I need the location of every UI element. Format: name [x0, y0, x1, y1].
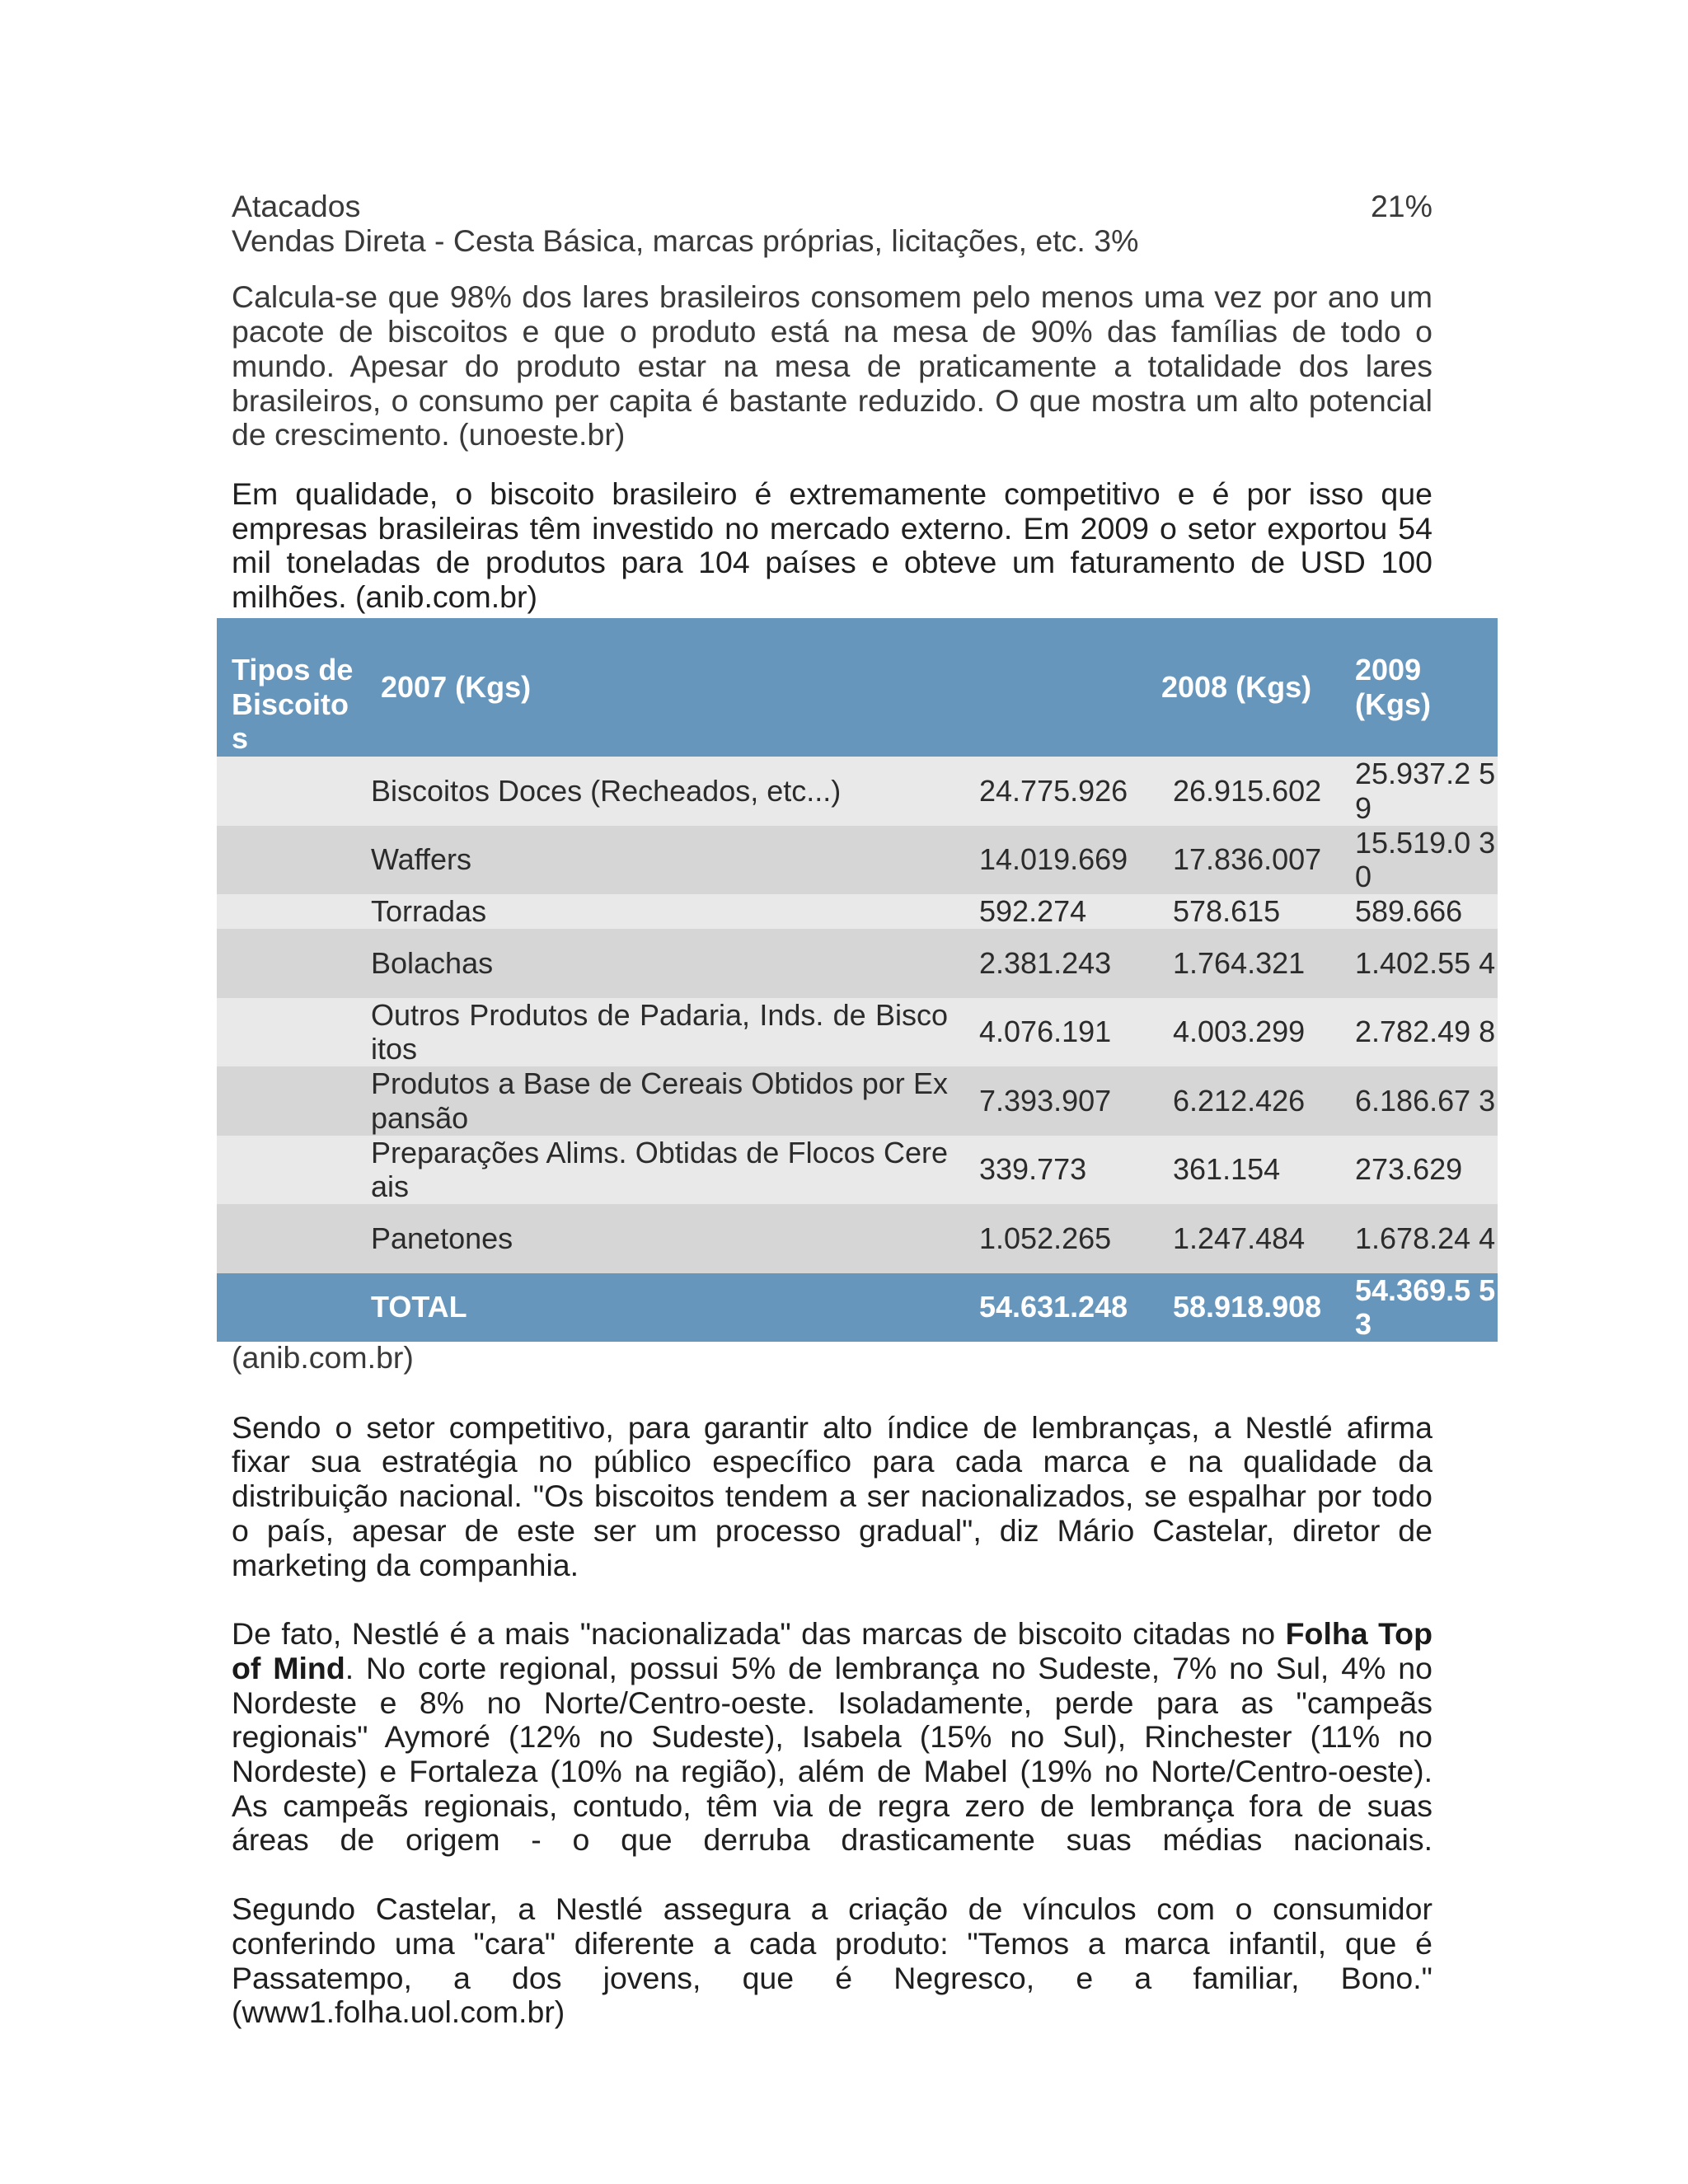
row-2007: 2.381.243	[979, 945, 1112, 980]
atacados-value: 21%	[1370, 189, 1432, 223]
para4-after: . No corte regional, possui 5% de lembrança no Sudeste, 7% no Sul, 4% no Nordeste e 8% no Norte/Centro-oeste. Isoladamente, perde para as "campeãs regionais" Aymoré (12% no Sudeste), Isabela (15% no Sul), Rinchester (11% no Nordeste) e Fortaleza (10% na região), além de Mabel (19% no Norte/Centro-oeste). As campeãs regionais, contudo, têm via de regra zero de lembrança fora de suas áreas de origem - o que derruba drasticamente suas médias nacionais.	[232, 1650, 1432, 1858]
header-2009: 2009 (Kgs)	[1355, 653, 1432, 721]
folha-top-of-mind: Folha Top of Mind	[232, 1616, 1432, 1685]
row-2009: 15.519.0 30	[1355, 825, 1496, 894]
row-name: Bolachas	[371, 945, 494, 980]
row-2008: 6.212.426	[1173, 1083, 1306, 1118]
row-name: Panetones	[371, 1221, 513, 1255]
row-2008: 1.764.321	[1173, 945, 1306, 980]
row-2008: 578.615	[1173, 894, 1281, 929]
row-2007: 4.076.191	[979, 1015, 1112, 1049]
table-total-row	[217, 1273, 1498, 1342]
table-row	[217, 826, 1498, 895]
vendas-line: Vendas Direta - Cesta Básica, marcas próprias, licitações, etc. 3%	[232, 223, 1139, 258]
table-header-row	[217, 618, 1498, 757]
row-2007: 1.052.265	[979, 1221, 1112, 1255]
document-body-lower	[232, 1341, 1432, 2030]
row-2009: 1.402.55 4	[1355, 945, 1496, 980]
paragraph-nestle-strategy: Sendo o setor competitivo, para garantir alto índice de lembranças, a Nestlé afirma fixar sua estratégia no público específico para cada marca e na qualidade da distribuição nacional. "Os biscoitos tendem a ser nacionalizados, se espalhar por todo o país, apesar de este ser um processo gradual", diz Mário Castelar, diretor de marketing da companhia.	[232, 1409, 1432, 1582]
row-2007: 7.393.907	[979, 1083, 1112, 1118]
table-row	[217, 1204, 1498, 1273]
biscuit-table-container	[217, 618, 1498, 1342]
row-2008: 26.915.602	[1173, 773, 1322, 808]
atacados-label: Atacados	[232, 189, 361, 223]
table-row	[217, 998, 1498, 1067]
table-row	[217, 1136, 1498, 1205]
paragraph-consumption: Calcula-se que 98% dos lares brasileiros consomem pelo menos uma vez por ano um pacote de biscoitos e que o produto está na mesa de 90% das famílias de todo o mundo. Apesar do produto estar na mesa de praticamente a totalidade dos lares brasileiros, o consumo per capita é bastante reduzido. O que mostra um alto potencial de crescimento. (unoeste.br)	[232, 279, 1432, 452]
paragraph-castelar: Segundo Castelar, a Nestlé assegura a criação de vínculos com o consumidor conferindo uma "cara" diferente a cada produto: "Temos a marca infantil, que é Passatempo, a dos jovens, que é Negresco, e a familiar, Bono." (www1.folha.uol.com.br)	[232, 1891, 1432, 2030]
row-2009: 273.629	[1355, 1152, 1463, 1187]
total-2007: 54.631.248	[979, 1290, 1128, 1324]
table-row	[217, 894, 1498, 929]
row-2007: 592.274	[979, 894, 1087, 929]
row-name: Outros Produtos de Padaria, Inds. de Biscoitos	[371, 997, 948, 1066]
row-name: Torradas	[371, 894, 487, 929]
row-2007: 24.775.926	[979, 773, 1128, 808]
header-2008: 2008 (Kgs)	[1161, 670, 1312, 705]
row-2007: 14.019.669	[979, 842, 1128, 877]
row-name: Waffers	[371, 842, 472, 877]
total-2009: 54.369.5 53	[1355, 1272, 1496, 1342]
row-2009: 1.678.24 4	[1355, 1221, 1496, 1255]
row-2008: 4.003.299	[1173, 1015, 1306, 1049]
total-2008: 58.918.908	[1173, 1290, 1322, 1324]
row-2008: 17.836.007	[1173, 842, 1322, 877]
paragraph-nestle-regional	[232, 1617, 1432, 1858]
row-2009: 25.937.2 59	[1355, 757, 1496, 825]
row-2009: 589.666	[1355, 894, 1463, 929]
row-2007: 339.773	[979, 1152, 1087, 1187]
atacados-line	[232, 190, 1432, 224]
paragraph-quality: Em qualidade, o biscoito brasileiro é extremamente competitivo e é por isso que empresas brasileiras têm investido no mercado externo. Em 2009 o setor exportou 54 mil toneladas de produtos para 104 países e obteve um faturamento de USD 100 milhões. (anib.com.br)	[232, 476, 1432, 615]
biscuit-export-table	[217, 618, 1498, 1342]
table-row	[217, 757, 1498, 826]
header-tipos: Tipos de Biscoito s	[232, 653, 354, 756]
para4-before: De fato, Nestlé é a mais "nacionalizada" das marcas de biscoito citadas no	[232, 1616, 1286, 1652]
row-2009: 6.186.67 3	[1355, 1083, 1496, 1118]
row-name: Preparações Alims. Obtidas de Flocos Cereais	[371, 1135, 948, 1204]
row-2009: 2.782.49 8	[1355, 1015, 1496, 1049]
row-name: Produtos a Base de Cereais Obtidos por Expansão	[371, 1066, 948, 1135]
table-row	[217, 929, 1498, 998]
table-row	[217, 1066, 1498, 1136]
total-label: TOTAL	[371, 1290, 467, 1324]
row-2008: 1.247.484	[1173, 1221, 1306, 1255]
row-2008: 361.154	[1173, 1152, 1281, 1187]
document-body	[232, 190, 1432, 615]
table-source: (anib.com.br)	[232, 1340, 414, 1375]
row-name: Biscoitos Doces (Recheados, etc...)	[371, 773, 842, 808]
header-2007: 2007 (Kgs)	[381, 670, 532, 705]
